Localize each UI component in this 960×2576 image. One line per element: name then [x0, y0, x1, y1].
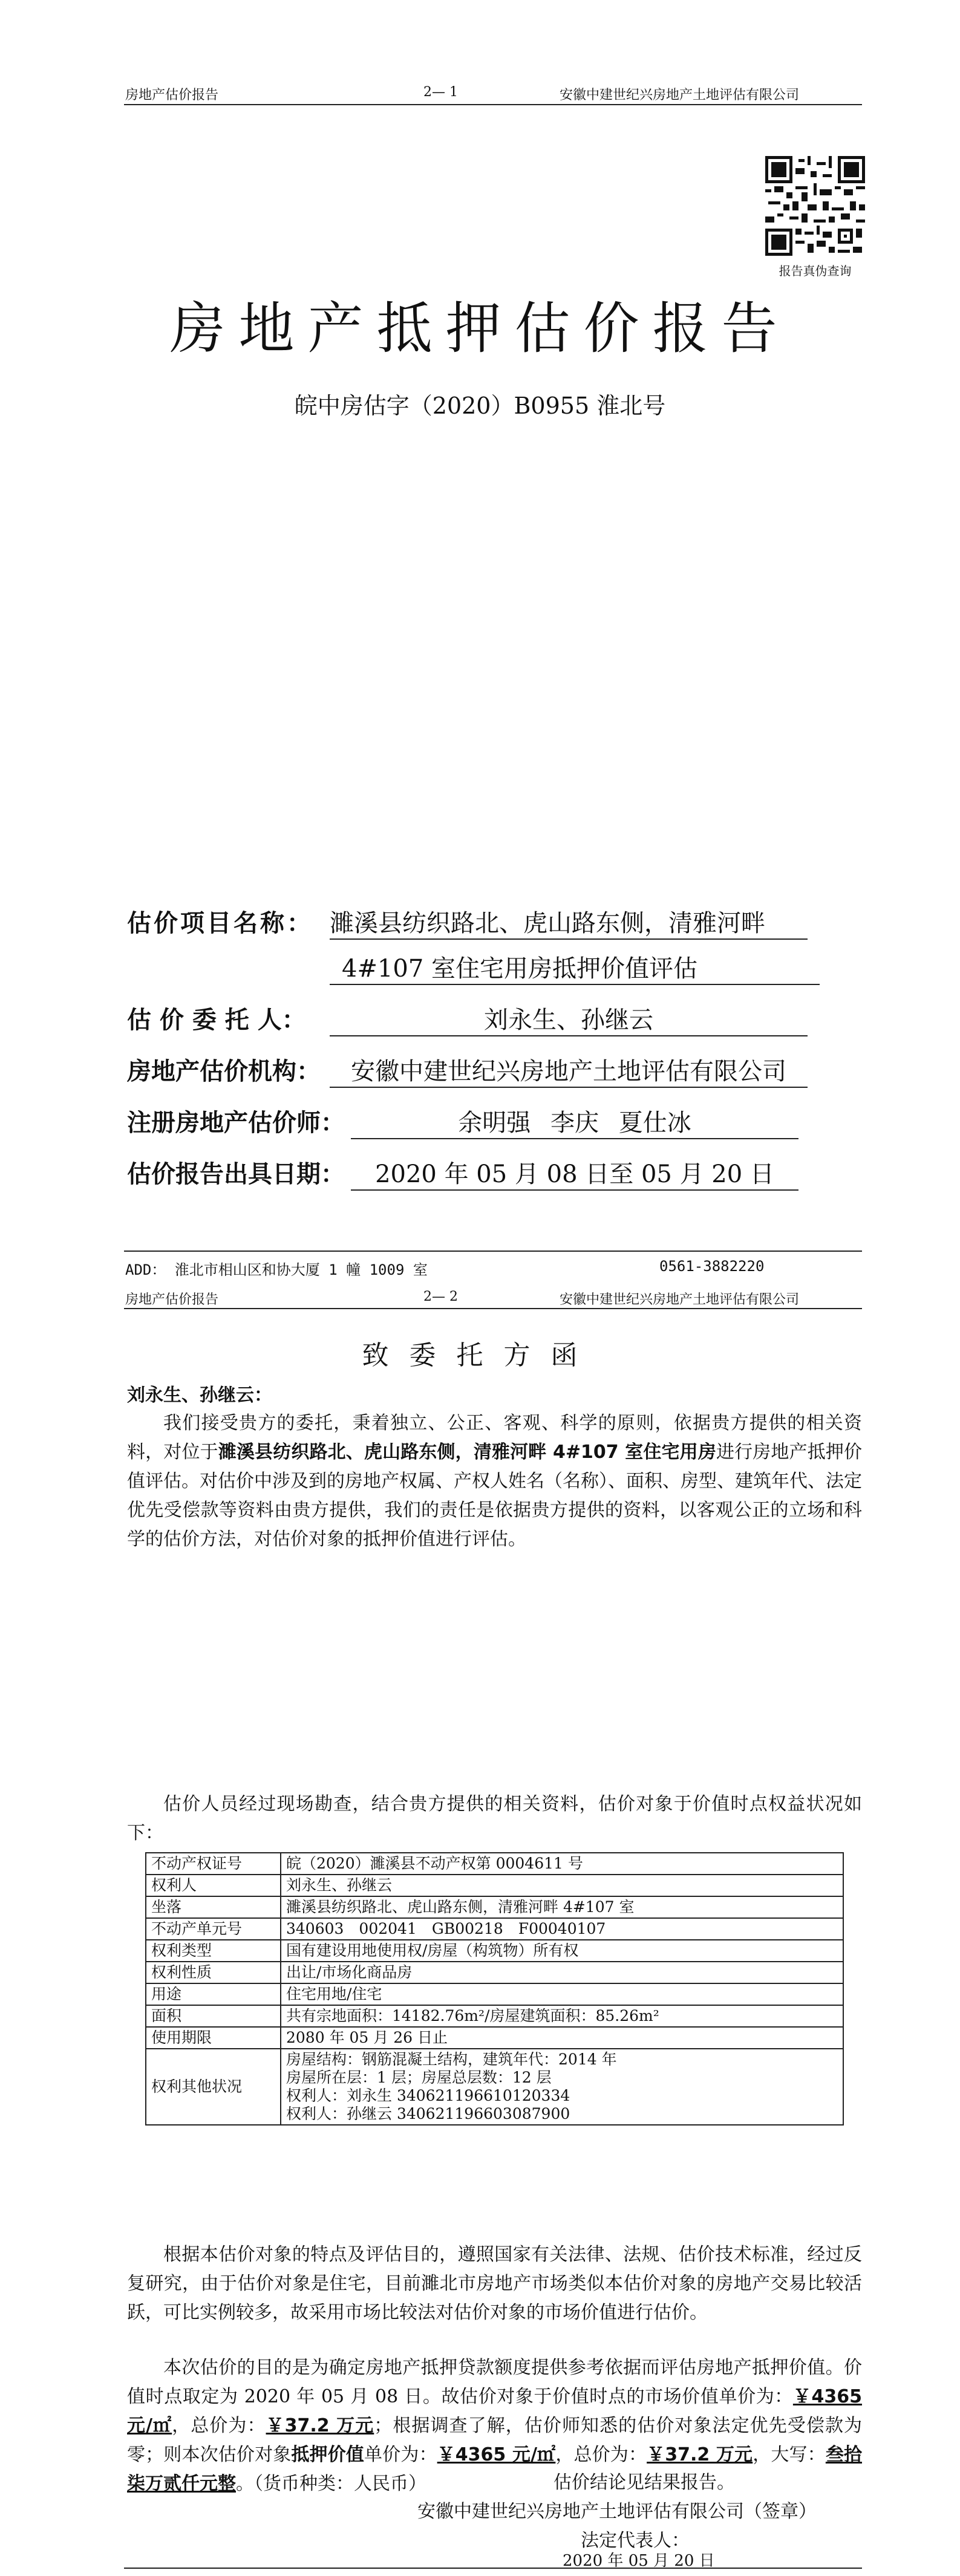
para4-text-f: ，总价为： [555, 2444, 647, 2465]
table-value-line: 房屋所在层：1 层；房屋总层数：12 层 [286, 2069, 552, 2086]
letter-paragraph-2 [127, 1790, 862, 1848]
table-value-line: 濉溪县纺织路北、虎山路东侧，清雅河畔 4#107 室 [286, 1898, 635, 1916]
letter-paragraph-3 [127, 2240, 862, 2327]
page1-header-page-number: 2— 1 [423, 85, 458, 100]
page2-header-right: 安徽中建世纪兴房地产土地评估有限公司 [560, 1292, 800, 1307]
table-value-cell [281, 1896, 843, 1918]
valuers-label: 注册房地产估价师： [127, 1109, 345, 1137]
date-value: 2020 年 05 月 08 日至 05 月 20 日 [351, 1155, 798, 1191]
table-value-cell [281, 2049, 843, 2125]
page2-header-left: 房地产估价报告 [125, 1292, 219, 1307]
table-value-line: 权利人：孙继云 340621196603087900 [286, 2105, 570, 2122]
table-value-cell [281, 2027, 843, 2049]
report-number: 皖中房估字（2020）B0955 淮北号 [294, 392, 666, 419]
client-label: 估 价 委 托 人： [127, 1006, 306, 1034]
agency-value: 安徽中建世纪兴房地产土地评估有限公司 [330, 1052, 808, 1088]
amount-in-words: 叁拾柒万贰仟元整 [127, 2444, 862, 2494]
valuers-value: 余明强 李庆 夏仕冰 [351, 1104, 798, 1139]
table-row [146, 1983, 843, 2005]
valuers-row [127, 1104, 798, 1139]
para1-subject-address: 濉溪县纺织路北、虎山路东侧，清雅河畔 4#107 室住宅用房 [218, 1442, 716, 1463]
table-row [146, 1918, 843, 1940]
table-value-line: 房屋结构：钢筋混凝土结构，建筑年代：2014 年 [286, 2051, 617, 2068]
table-row [146, 1962, 843, 1983]
table-value-line: 340603 002041 GB00218 F00040107 [286, 1920, 606, 1937]
table-key-cell: 权利其他状况 [146, 2049, 281, 2125]
page2-header-rule [124, 1308, 862, 1309]
table-value-line: 住宅用地/住宅 [286, 1985, 382, 2003]
mortgage-unit-price: ￥4365 元/㎡ [437, 2444, 556, 2465]
page1-header-right: 安徽中建世纪兴房地产土地评估有限公司 [560, 88, 800, 103]
para1-text-a: 我们接受贵方的委托，秉着独立、公正、客观、科学的原则，依据贵方提供的相关资料，对位于 [127, 1413, 862, 1463]
table-value-cell [281, 1853, 843, 1875]
page1-footer-address: ADD： 淮北市相山区和协大厦 1 幢 1009 室 [125, 1261, 428, 1278]
date-row [127, 1155, 798, 1191]
table-key-cell: 权利人 [146, 1875, 281, 1896]
letter-title: 致委托方函 [362, 1340, 598, 1371]
table-key-cell: 不动产单元号 [146, 1918, 281, 1940]
para4-text-b: ，总价为： [172, 2415, 266, 2436]
table-value-cell [281, 1875, 843, 1896]
table-row [146, 2027, 843, 2049]
date-label: 估价报告出具日期： [127, 1160, 345, 1188]
page1-header-left: 房地产估价报告 [125, 88, 219, 103]
mortgage-total-price: ￥37.2 万元 [647, 2444, 753, 2465]
report-title: 房地产抵押估价报告 [169, 296, 791, 361]
para4-text-c: ；根据调查了解，估价师知悉的估价对象法定优先受偿款为零；则本次估价对象 [127, 2415, 863, 2465]
company-signature: 安徽中建世纪兴房地产土地评估有限公司（签章） [417, 2501, 817, 2522]
para4-text-g: ，大写： [753, 2444, 826, 2465]
table-value-line: 2080 年 05 月 26 日止 [286, 2029, 448, 2046]
page1-footer-rule [124, 1251, 862, 1252]
table-row [146, 1940, 843, 1962]
table-key-cell: 权利性质 [146, 1962, 281, 1983]
letter-salutation: 刘永生、孙继云： [127, 1385, 272, 1406]
table-value-cell [281, 2005, 843, 2027]
market-unit-price: ￥4365 元/㎡ [127, 2386, 862, 2436]
qr-caption: 报告真伪查询 [779, 264, 852, 278]
table-row [146, 1853, 843, 1875]
para1-text-c: 进行房地产抵押价值评估。对估价中涉及到的房地产权属、产权人姓名（名称）、面积、房型、建筑年代、法定优先受偿款等资料由贵方提供，我们的责任是依据贵方提供的资料，以客观公正的立场和科学的估价方法，对估价对象的抵押价值进行评估。 [127, 1442, 863, 1550]
table-key-cell: 使用期限 [146, 2027, 281, 2049]
table-value-cell [281, 1962, 843, 1983]
table-value-line: 共有宗地面积：14182.76m²/房屋建筑面积：85.26m² [286, 2007, 659, 2025]
table-value-line: 权利人：刘永生 340621196610120334 [286, 2087, 570, 2104]
project-name-label: 估价项目名称： [127, 909, 313, 937]
project-name-value: 濉溪县纺织路北、虎山路东侧，清雅河畔 [330, 904, 808, 940]
project-name-value-line2: 4#107 室住宅用房抵押价值评估 [330, 949, 820, 985]
table-value-cell [281, 1940, 843, 1962]
table-row [146, 1875, 843, 1896]
page1-header-rule [124, 104, 862, 105]
page2-header-page-number: 2— 2 [423, 1289, 458, 1304]
legal-representative: 法定代表人： [581, 2530, 690, 2551]
table-key-cell: 面积 [146, 2005, 281, 2027]
table-value-line: 出让/市场化商品房 [286, 1963, 413, 1981]
para4-mortgage-value-label: 抵押价值 [291, 2444, 365, 2465]
table-value-line: 国有建设用地使用权/房屋（构筑物）所有权 [286, 1942, 579, 1959]
letter-paragraph-1 [127, 1409, 862, 1554]
para4-text-a: 本次估价的目的是为确定房地产抵押贷款额度提供参考依据而评估房地产抵押价值。价值时点取定为 2020 年 05 月 08 日。故估价对象于价值时点的市场价值单价为： [127, 2357, 862, 2407]
sign-date: 2020 年 05 月 20 日 [563, 2552, 715, 2570]
project-name-row-2 [330, 949, 820, 985]
closing-note: 估价结论见结果报告。 [553, 2472, 735, 2493]
table-key-cell: 用途 [146, 1983, 281, 2005]
para3-text: 根据本估价对象的特点及评估目的，遵照国家有关法律、法规、估价技术标准，经过反复研究，由于估价对象是住宅，目前濉北市房地产市场类似本估价对象的房地产交易比较活跃，可比实例较多，故采用市场比较法对估价对象的市场价值进行估价。 [127, 2244, 862, 2323]
client-value: 刘永生、孙继云 [330, 1001, 808, 1036]
page2-footer-rule [124, 2568, 862, 2569]
table-key-cell: 不动产权证号 [146, 1853, 281, 1875]
table-value-cell [281, 1918, 843, 1940]
letter-paragraph-4 [127, 2353, 862, 2499]
qr-code-icon[interactable] [765, 156, 865, 256]
client-row [127, 1001, 808, 1036]
para4-text-e: 单价为： [364, 2444, 437, 2465]
rights-table [145, 1852, 844, 2126]
table-value-line: 皖（2020）濉溪县不动产权第 0004611 号 [286, 1855, 583, 1872]
agency-label: 房地产估价机构： [127, 1058, 321, 1085]
para4-text-h: 。（货币种类：人民币） [236, 2473, 426, 2494]
page1-footer-phone: 0561-3882220 [659, 1258, 765, 1275]
para2-text: 估价人员经过现场勘查，结合贵方提供的相关资料，估价对象于价值时点权益状况如下： [127, 1794, 862, 1844]
project-name-row [127, 904, 808, 940]
table-row [146, 2049, 843, 2125]
agency-row [127, 1052, 808, 1088]
table-row [146, 2005, 843, 2027]
table-value-cell [281, 1983, 843, 2005]
table-row [146, 1896, 843, 1918]
market-total-price: ￥37.2 万元 [266, 2415, 374, 2436]
table-key-cell: 权利类型 [146, 1940, 281, 1962]
table-key-cell: 坐落 [146, 1896, 281, 1918]
table-value-line: 刘永生、孙继云 [286, 1876, 393, 1894]
